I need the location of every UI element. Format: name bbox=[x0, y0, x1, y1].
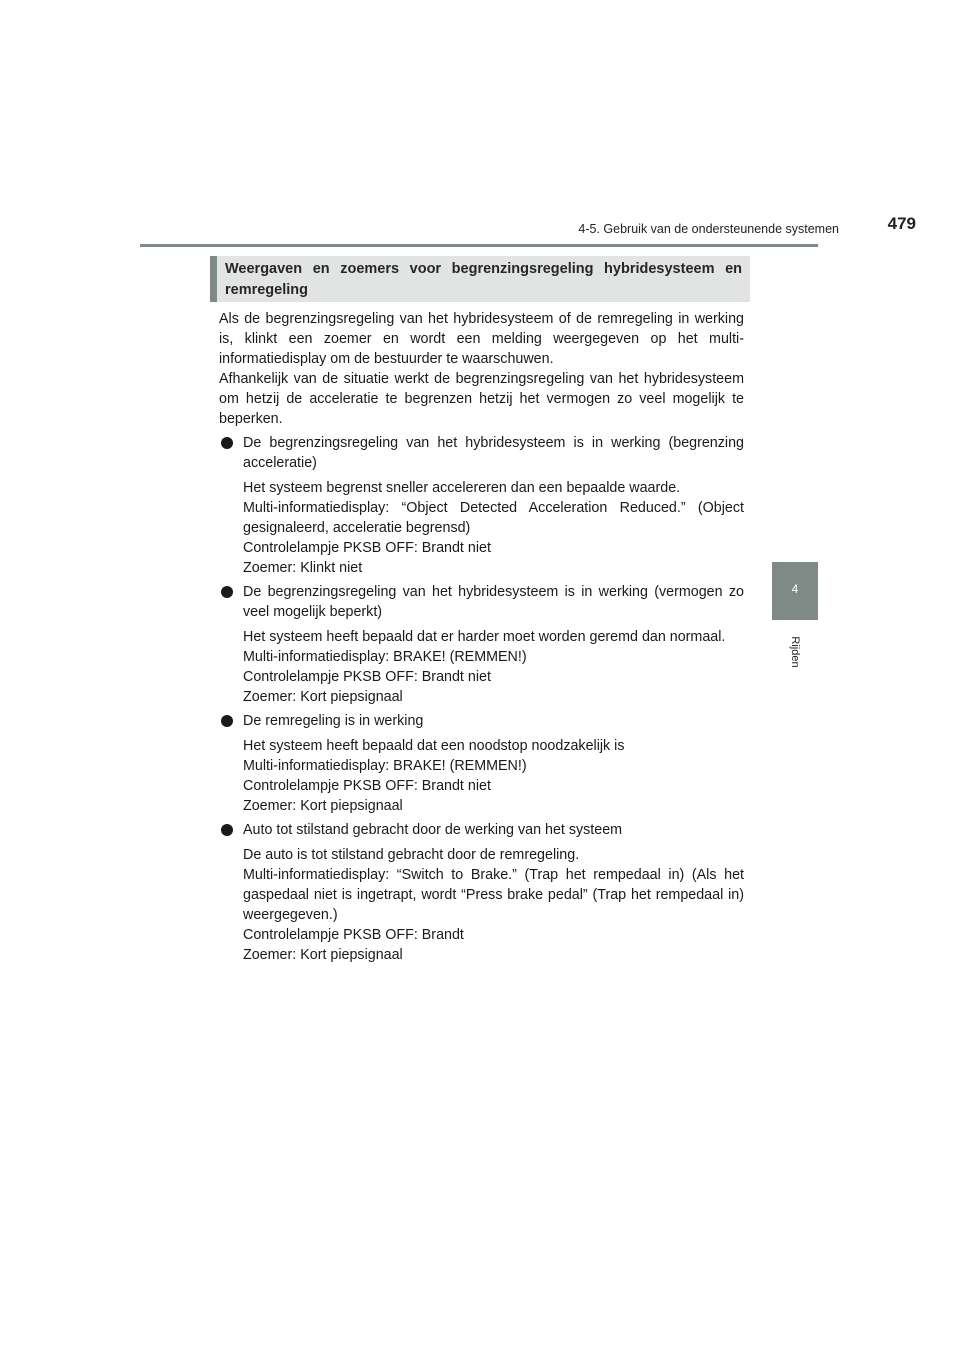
bullet-details bbox=[219, 736, 744, 816]
detail-line: Zoemer: Klinkt niet bbox=[243, 560, 363, 576]
list-item bbox=[219, 433, 744, 578]
bullet-heading-text: De remregeling is in werking bbox=[243, 713, 424, 729]
chapter-tab-label-text: Rijden bbox=[789, 636, 801, 668]
bullet-details bbox=[219, 627, 744, 707]
detail-line: Controlelampje PKSB OFF: Brandt niet bbox=[243, 778, 491, 794]
list-item bbox=[219, 820, 744, 965]
bullet-heading-text: De begrenzingsregeling van het hybridesysteem is in werking (begrenzing acceleratie) bbox=[243, 435, 744, 471]
detail-line: Multi-informatiedisplay: BRAKE! (REMMEN!) bbox=[243, 649, 527, 665]
detail-line: Controlelampje PKSB OFF: Brandt niet bbox=[243, 540, 491, 556]
list-item bbox=[219, 711, 744, 816]
detail-line: Zoemer: Kort piepsignaal bbox=[243, 947, 403, 963]
page-number: 479 bbox=[887, 214, 916, 233]
detail-line: Controlelampje PKSB OFF: Brandt niet bbox=[243, 669, 491, 685]
bullet-heading-text: De begrenzingsregeling van het hybridesysteem is in werking (vermogen zo veel mogelijk beperkt) bbox=[243, 584, 744, 620]
header-rule bbox=[140, 244, 818, 247]
bullet-heading bbox=[219, 820, 744, 840]
detail-line: De auto is tot stilstand gebracht door de remregeling. bbox=[243, 847, 580, 863]
detail-line: Zoemer: Kort piepsignaal bbox=[243, 798, 403, 814]
bullet-heading-text: Auto tot stilstand gebracht door de werking van het systeem bbox=[243, 822, 623, 838]
intro-paragraph: Afhankelijk van de situatie werkt de begrenzingsregeling van het hybridesysteem om hetzij de acceleratie te begrenzen hetzij het vermogen zo veel mogelijk te beperken. bbox=[219, 371, 744, 427]
detail-line: Multi-informatiedisplay: “Object Detected Acceleration Reduced.” (Object gesignaleerd, acceleratie begrensd) bbox=[243, 500, 744, 536]
bullet-heading bbox=[219, 433, 744, 473]
page-content bbox=[219, 309, 744, 965]
chapter-tab-label bbox=[788, 632, 802, 672]
section-label: 4-5. Gebruik van de ondersteunende systemen bbox=[578, 222, 839, 236]
section-title: Weergaven en zoemers voor begrenzingsregeling hybridesysteem en remregeling bbox=[225, 261, 742, 298]
detail-line: Multi-informatiedisplay: “Switch to Brake.” (Trap het rempedaal in) (Als het gaspedaal niet is ingetrapt, wordt “Press brake pedal” (Trap het rempedaal in) weergegeven.) bbox=[243, 867, 744, 923]
chapter-tab bbox=[772, 562, 818, 620]
intro-paragraph: Als de begrenzingsregeling van het hybridesysteem of de remregeling in werking is, klinkt een zoemer en wordt een melding weergegeven op het multi-informatiedisplay om de bestuurder te waarschuwen. bbox=[219, 311, 744, 367]
detail-line: Controlelampje PKSB OFF: Brandt bbox=[243, 927, 464, 943]
list-item bbox=[219, 582, 744, 707]
bullet-dot-icon bbox=[221, 437, 233, 449]
detail-line: Het systeem heeft bepaald dat er harder moet worden geremd dan normaal. bbox=[243, 629, 726, 645]
detail-line: Multi-informatiedisplay: BRAKE! (REMMEN!) bbox=[243, 758, 527, 774]
page-header bbox=[140, 214, 916, 244]
detail-line: Het systeem begrenst sneller accelereren dan een bepaalde waarde. bbox=[243, 480, 681, 496]
bullet-dot-icon bbox=[221, 586, 233, 598]
chapter-tab-number: 4 bbox=[791, 582, 799, 596]
bullet-dot-icon bbox=[221, 715, 233, 727]
detail-line: Het systeem heeft bepaald dat een noodstop noodzakelijk is bbox=[243, 738, 625, 754]
bullet-dot-icon bbox=[221, 824, 233, 836]
bullet-details bbox=[219, 845, 744, 965]
bullet-heading bbox=[219, 711, 744, 731]
bullet-details bbox=[219, 478, 744, 578]
bullet-heading bbox=[219, 582, 744, 622]
section-title-box bbox=[210, 256, 750, 302]
detail-line: Zoemer: Kort piepsignaal bbox=[243, 689, 403, 705]
